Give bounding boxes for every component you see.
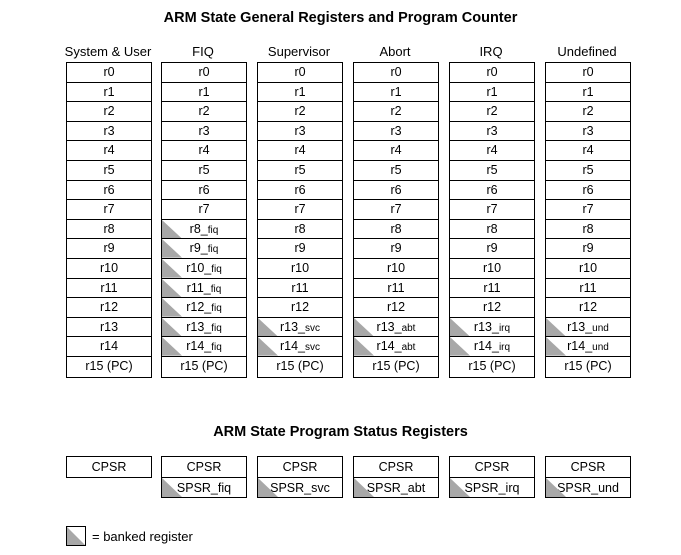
banked-register-cell [162,337,246,357]
register-cell [450,200,534,220]
register-cell [546,298,630,318]
register-cell [354,259,438,279]
register-cell [258,102,342,122]
banked-marker-icon [546,478,630,497]
register-name: CPSR [91,460,127,474]
register-cell [162,83,246,103]
register-mode-suffix: fiq [217,481,232,495]
register-mode-suffix: und [592,322,609,334]
register-cell [450,181,534,201]
register-cell [546,239,630,259]
register-cell [546,259,630,279]
register-name: r7 [486,202,498,217]
register-cell [258,83,342,103]
register-mode-suffix: abt [401,322,416,334]
register-name: r15 (PC) [85,358,133,373]
register-column-fiq [161,62,247,378]
register-cell [546,200,630,220]
register-mode-suffix: und [598,481,619,495]
register-name: CPSR [378,460,414,474]
register-cell [546,220,630,240]
register-name: r13_ [376,319,402,334]
register-mode-suffix: fiq [207,224,219,236]
register-cell [258,220,342,240]
register-mode-suffix: fiq [211,342,222,354]
banked-register-cell [546,337,630,357]
register-mode-suffix: fiq [211,322,222,334]
register-mode-suffix: svc [305,342,321,354]
register-cell [450,357,534,377]
register-cell [258,239,342,259]
register-cell [354,102,438,122]
register-mode-suffix: fiq [211,263,222,275]
register-cell [67,357,151,377]
register-name: r5 [103,162,115,177]
register-name: r12_ [186,300,212,315]
register-mode-suffix: fiq [207,244,219,256]
register-cell [450,63,534,83]
register-name: r4 [582,143,594,158]
register-name: r3 [294,123,306,138]
register-name: r0 [486,65,498,79]
register-name: SPSR_ [270,481,312,495]
register-name: r14_ [473,339,499,354]
register-name: r9_ [189,241,208,256]
register-cell [67,337,151,357]
register-name: r13 [99,319,119,334]
register-cell [450,279,534,299]
register-cell [67,63,151,83]
register-name: r4 [294,143,306,158]
register-cell [67,259,151,279]
register-cell [354,357,438,377]
register-cell [67,279,151,299]
register-name: r2 [294,104,306,119]
register-name: r14_ [567,339,593,354]
register-name: r12 [290,300,310,315]
register-name: r1 [294,84,306,99]
register-name: CPSR [186,460,222,474]
register-cell [354,122,438,142]
register-cell [67,181,151,201]
register-cell [67,318,151,338]
register-name: r10 [290,260,310,275]
register-cell [450,298,534,318]
register-cell [546,181,630,201]
register-cell [450,141,534,161]
register-name: r15 (PC) [180,358,228,373]
register-name: SPSR_ [464,481,506,495]
register-name: r2 [103,104,115,119]
register-name: r3 [486,123,498,138]
banked-register-cell [162,239,246,259]
register-cell [354,200,438,220]
register-name: r11_ [186,280,211,295]
register-name: r15 (PC) [372,358,420,373]
psr-column-undefined [545,456,631,498]
register-cell [546,279,630,299]
psr-column-fiq [161,456,247,498]
register-name: r8 [486,221,498,236]
register-cell [354,239,438,259]
cpsr-cell [258,457,342,477]
psr-column-irq [449,456,535,498]
register-name: r2 [486,104,498,119]
register-cell [354,141,438,161]
register-mode-suffix: und [592,342,609,354]
banked-marker-icon [258,478,342,497]
register-name: r6 [294,182,306,197]
register-name: r3 [198,123,210,138]
register-mode-suffix: irq [498,322,511,334]
register-cell [450,161,534,181]
register-name: CPSR [474,460,510,474]
spsr-cell [450,477,534,497]
banked-register-cell [162,318,246,338]
register-cell [354,298,438,318]
register-cell [546,357,630,377]
register-name: r1 [486,84,498,99]
banked-marker-icon [66,526,86,546]
register-name: r3 [582,123,594,138]
register-name: r12 [99,300,119,315]
register-cell [162,63,246,83]
register-name: r13_ [186,319,212,334]
register-cell [67,102,151,122]
mode-header-undefined: Undefined [557,44,617,59]
register-mode-suffix: fiq [210,283,222,295]
register-name: r11 [387,280,405,295]
register-name: r2 [198,104,210,119]
register-name: r7 [582,202,594,217]
mode-header-fiq: FIQ [192,44,214,59]
legend [66,526,193,546]
register-name: r8 [294,221,306,236]
register-cell [162,122,246,142]
register-cell [546,102,630,122]
register-name: r13_ [473,319,499,334]
register-column-supervisor [257,62,343,378]
banked-marker-icon [450,478,534,497]
register-name: r12 [578,300,598,315]
register-name: r5 [486,162,498,177]
register-name: r0 [198,65,210,79]
register-cell [67,200,151,220]
register-cell [258,357,342,377]
register-cell [354,220,438,240]
cpsr-cell [354,457,438,477]
register-name: r9 [390,241,402,256]
register-name: r10 [99,260,119,275]
psr-column-system-user [66,456,152,478]
register-cell [67,141,151,161]
register-cell [450,220,534,240]
register-cell [67,83,151,103]
mode-header-supervisor: Supervisor [267,44,331,59]
legend-label: = banked register [92,528,193,544]
register-name: CPSR [570,460,606,474]
register-name: r14_ [376,339,402,354]
register-cell [354,83,438,103]
register-cell [67,161,151,181]
register-name: r11 [483,280,501,295]
register-name: r15 (PC) [468,358,516,373]
register-name: r10_ [186,260,212,275]
register-name: r5 [198,162,210,177]
register-name: r15 (PC) [564,358,612,373]
register-name: r6 [486,182,498,197]
register-mode-suffix: abt [401,342,416,354]
register-name: r5 [294,162,306,177]
register-cell [546,122,630,142]
banked-marker-icon [354,478,438,497]
register-name: r13_ [279,319,306,334]
register-name: SPSR_ [176,481,218,495]
register-name: r1 [103,84,115,99]
spsr-cell [546,477,630,497]
mode-header-irq: IRQ [479,44,503,59]
cpsr-cell [67,457,151,477]
register-cell [67,239,151,259]
register-cell [162,200,246,220]
register-column-system-user [66,62,152,378]
register-cell [258,122,342,142]
register-name: r6 [582,182,594,197]
register-name: r10 [482,260,502,275]
register-cell [162,161,246,181]
register-cell [258,141,342,161]
register-name: r0 [390,65,402,79]
psr-column-supervisor [257,456,343,498]
register-name: r11 [579,280,597,295]
banked-register-cell [162,298,246,318]
register-name: r8 [582,221,594,236]
register-name: r6 [103,182,115,197]
register-name: r4 [198,143,210,158]
spsr-cell [162,477,246,497]
register-name: r14_ [279,339,306,354]
banked-marker-icon [162,478,246,497]
register-name: r12 [482,300,502,315]
register-name: r4 [486,143,498,158]
register-name: r9 [582,241,594,256]
register-cell [546,63,630,83]
register-name: r0 [582,65,594,79]
spsr-cell [258,477,342,497]
register-mode-suffix: fiq [211,303,222,315]
register-name: r10 [386,260,406,275]
register-column-undefined [545,62,631,378]
register-cell [67,220,151,240]
register-mode-suffix: irq [505,481,520,495]
banked-register-cell [162,220,246,240]
register-name: r11 [100,280,118,295]
register-name: r10 [578,260,598,275]
register-cell [354,63,438,83]
register-cell [546,83,630,103]
register-name: r15 (PC) [276,358,324,373]
register-cell [354,181,438,201]
register-cell [162,141,246,161]
register-cell [162,102,246,122]
register-name: r14 [99,339,119,354]
cpsr-cell [546,457,630,477]
register-name: SPSR_ [366,481,408,495]
banked-register-cell [354,337,438,357]
mode-header-abort: Abort [379,44,411,59]
register-name: r2 [390,104,402,119]
register-name: r5 [582,162,594,177]
mode-header-system-user: System & User [64,44,152,59]
banked-register-cell [162,259,246,279]
register-cell [546,161,630,181]
register-cell [450,122,534,142]
register-cell [258,279,342,299]
register-name: r6 [390,182,402,197]
register-cell [258,63,342,83]
register-name: r1 [582,84,594,99]
register-name: r1 [198,84,210,99]
register-mode-suffix: svc [305,322,321,334]
register-cell [354,161,438,181]
register-name: r9 [486,241,498,256]
register-cell [450,259,534,279]
register-name: r6 [198,182,210,197]
register-name: r4 [103,143,115,158]
register-name: CPSR [282,460,318,474]
register-column-irq [449,62,535,378]
register-name: r11 [291,280,309,295]
register-name: r5 [390,162,402,177]
register-cell [354,279,438,299]
register-name: r7 [103,202,115,217]
register-name: r12 [386,300,406,315]
register-cell [258,200,342,220]
spsr-cell [354,477,438,497]
banked-register-cell [258,337,342,357]
register-mode-suffix: abt [407,481,426,495]
register-cell [258,181,342,201]
banked-register-cell [450,318,534,338]
psr-column-abort [353,456,439,498]
banked-register-cell [162,279,246,299]
general-registers-title: ARM State General Registers and Program Counter [163,10,518,26]
banked-register-cell [258,318,342,338]
register-name: r1 [390,84,402,99]
register-cell [450,83,534,103]
register-name: r4 [390,143,402,158]
banked-register-cell [546,318,630,338]
register-name: r7 [198,202,210,217]
banked-register-cell [450,337,534,357]
register-name: r3 [390,123,402,138]
cpsr-cell [450,457,534,477]
register-name: r8_ [189,221,208,236]
register-cell [258,161,342,181]
register-cell [67,122,151,142]
register-name: r2 [582,104,594,119]
register-cell [546,141,630,161]
register-cell [258,259,342,279]
register-name: r9 [103,241,115,256]
register-name: r7 [294,202,306,217]
register-name: r7 [390,202,402,217]
register-column-abort [353,62,439,378]
register-name: r9 [294,241,306,256]
register-cell [67,298,151,318]
banked-register-cell [354,318,438,338]
register-name: r8 [390,221,402,236]
register-name: SPSR_ [557,481,599,495]
register-mode-suffix: irq [498,342,511,354]
register-name: r8 [103,221,115,236]
register-cell [162,181,246,201]
register-name: r13_ [567,319,593,334]
register-name: r0 [294,65,306,79]
register-name: r14_ [186,339,212,354]
register-cell [450,239,534,259]
cpsr-cell [162,457,246,477]
register-mode-suffix: svc [311,481,330,495]
status-registers-title: ARM State Program Status Registers [213,424,468,440]
register-name: r3 [103,123,115,138]
register-cell [258,298,342,318]
register-cell [450,102,534,122]
register-cell [162,357,246,377]
register-name: r0 [103,65,115,79]
